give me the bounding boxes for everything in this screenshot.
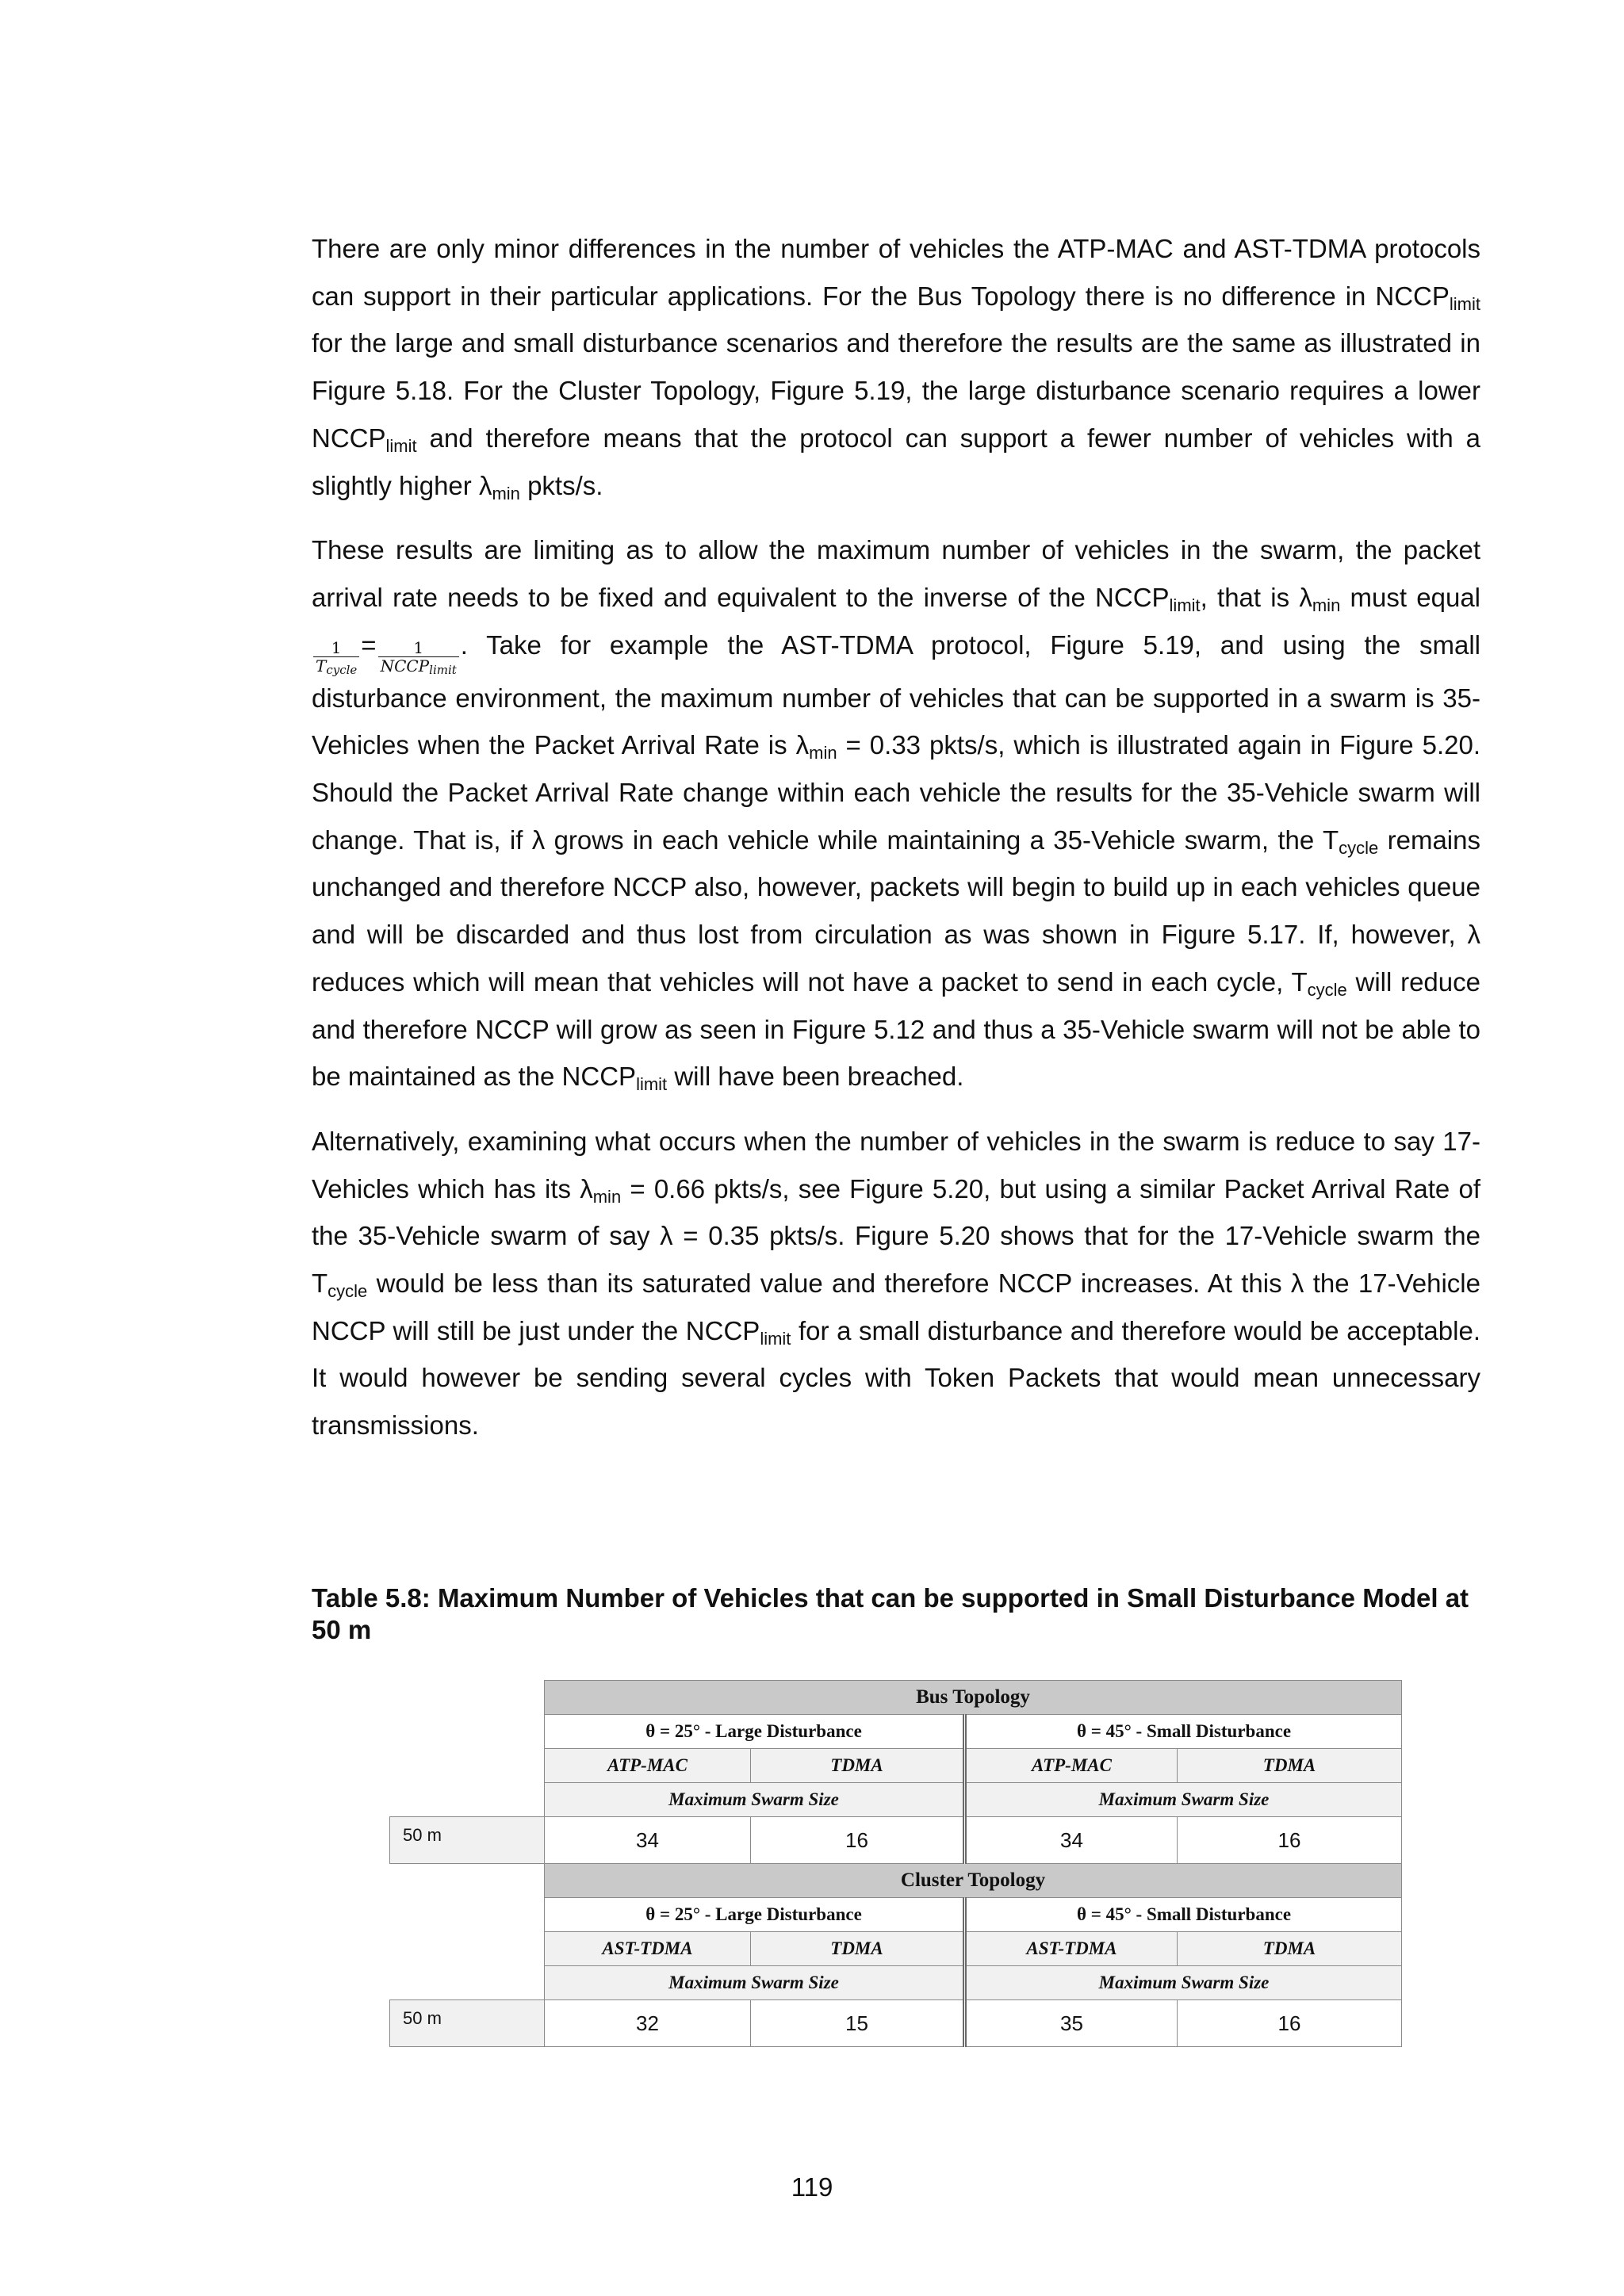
fraction-one-over-tcycle: $\frac{1}{T_{cycle}}$: [313, 639, 359, 675]
cluster-protocol-row: [390, 1932, 1402, 1966]
bus-value-tdma-large: 16: [751, 1817, 965, 1864]
cluster-value-ast-tdma-small: 35: [965, 2000, 1178, 2047]
bus-protocol-row: [390, 1749, 1402, 1783]
cluster-value-tdma-large: 15: [751, 2000, 965, 2047]
bus-protocol-4: TDMA: [1178, 1749, 1402, 1783]
bus-disturbance-row: [390, 1715, 1402, 1749]
fraction-one-over-nccp-limit: $\frac{1}{NCCP_{limit}}$: [378, 639, 459, 675]
bus-value-atp-mac-small: 34: [965, 1817, 1178, 1864]
cluster-protocol-1: AST-TDMA: [545, 1932, 751, 1966]
bus-large-disturbance: θ = 25° - Large Disturbance: [545, 1715, 965, 1749]
cluster-topology-header-row: [390, 1864, 1402, 1898]
cluster-large-disturbance: θ = 25° - Large Disturbance: [545, 1898, 965, 1932]
bus-value-row: [390, 1817, 1402, 1864]
bus-value-tdma-small: 16: [1178, 1817, 1402, 1864]
cluster-protocol-2: TDMA: [751, 1932, 965, 1966]
cluster-topology-title: Cluster Topology: [545, 1864, 1402, 1898]
cluster-value-tdma-small: 16: [1178, 2000, 1402, 2047]
page-number: 119: [791, 2172, 833, 2202]
bus-row-label: 50 m: [390, 1817, 545, 1864]
bus-value-atp-mac-large: 34: [545, 1817, 751, 1864]
bus-topology-header-row: [390, 1681, 1402, 1715]
bus-metric-row: [390, 1783, 1402, 1817]
cluster-protocol-4: TDMA: [1178, 1932, 1402, 1966]
bus-protocol-3: ATP-MAC: [965, 1749, 1178, 1783]
bus-metric-left: Maximum Swarm Size: [545, 1783, 965, 1817]
cluster-value-row: [390, 2000, 1402, 2047]
bus-topology-title: Bus Topology: [545, 1681, 1402, 1715]
paragraph-1: There are only minor differences in the number of vehicles the ATP-MAC and AST-TDMA protocols can support in their particular applications. For the Bus Topology there is no difference in $NCCP_{limit}$ for the large and small disturbance scenarios and therefore the results are the same as illustrated in Figure 5.18. For the Cluster Topology, Figure 5.19, the large disturbance scenario requires a lower $NCCP_{limit}$ and therefore means that the protocol can support a fewer number of vehicles with a slightly higher $\lambda_{min}$ pkts/s.: [312, 234, 1480, 503]
bus-small-disturbance: θ = 45° - Small Disturbance: [965, 1715, 1402, 1749]
cluster-metric-row: [390, 1966, 1402, 2000]
paragraph-2: These results are limiting as to allow the maximum number of vehicles in the swarm, the packet arrival rate needs to be fixed and equivalent to the inverse of the $NCCP_{limit}$, that is $\lambda_{min}$ must equal $\frac{1}{T_{cycle}}$ = $\frac{1}{NCCP_{limit}}$ . Take for example the AST-TDMA protocol, Figure 5.19, and using the small disturbance environment, the maximum number of vehicles that can be supported in a swarm is 35-Vehicles when the Packet Arrival Rate is $\lambda_{min} = 0.33$ pkts/s, which is illustrated again in Figure 5.20. Should the Packet Arrival Rate change within each vehicle the results for the 35-Vehicle swarm will change. That is, if λ grows in each vehicle while maintaining a 35-Vehicle swarm, the $T_{cycle}$ remains unchanged and therefore NCCP also, however, packets will begin to build up in each vehicles queue and will be discarded and thus lost from circulation as was shown in Figure 5.17. If, however, λ reduces which will mean that vehicles will not have a packet to send in each cycle, $T_{cycle}$ will reduce and therefore NCCP will grow as seen in Figure 5.12 and thus a 35-Vehicle swarm will not be able to be maintained as the $NCCP_{limit}$ will have been breached.: [312, 535, 1480, 1095]
bus-protocol-2: TDMA: [751, 1749, 965, 1783]
cluster-row-label: 50 m: [390, 2000, 545, 2047]
paragraph-3: Alternatively, examining what occurs when the number of vehicles in the swarm is reduce to say 17-Vehicles which has its $\lambda_{min} = 0.66$ pkts/s, see Figure 5.20, but using a similar Packet Arrival Rate of the 35-Vehicle swarm of say λ = 0.35 pkts/s. Figure 5.20 shows that for the 17-Vehicle swarm the $T_{cycle}$ would be less than its saturated value and therefore NCCP increases. At this λ the 17-Vehicle NCCP will still be just under the $NCCP_{limit}$ for a small disturbance and therefore would be acceptable. It would however be sending several cycles with Token Packets that would mean unnecessary transmissions.: [312, 1126, 1480, 1441]
cluster-disturbance-row: [390, 1898, 1402, 1932]
bus-metric-right: Maximum Swarm Size: [965, 1783, 1402, 1817]
cluster-metric-right: Maximum Swarm Size: [965, 1966, 1402, 2000]
cluster-small-disturbance: θ = 45° - Small Disturbance: [965, 1898, 1402, 1932]
cluster-metric-left: Maximum Swarm Size: [545, 1966, 965, 2000]
cluster-value-ast-tdma-large: 32: [545, 2000, 751, 2047]
bus-protocol-1: ATP-MAC: [545, 1749, 751, 1783]
cluster-protocol-3: AST-TDMA: [965, 1932, 1178, 1966]
table-caption: Table 5.8: Maximum Number of Vehicles that can be supported in Small Disturbance Model at 50 m: [312, 1583, 1469, 1644]
swarm-size-table: [389, 1680, 1402, 2047]
body-text: [312, 225, 1480, 1467]
